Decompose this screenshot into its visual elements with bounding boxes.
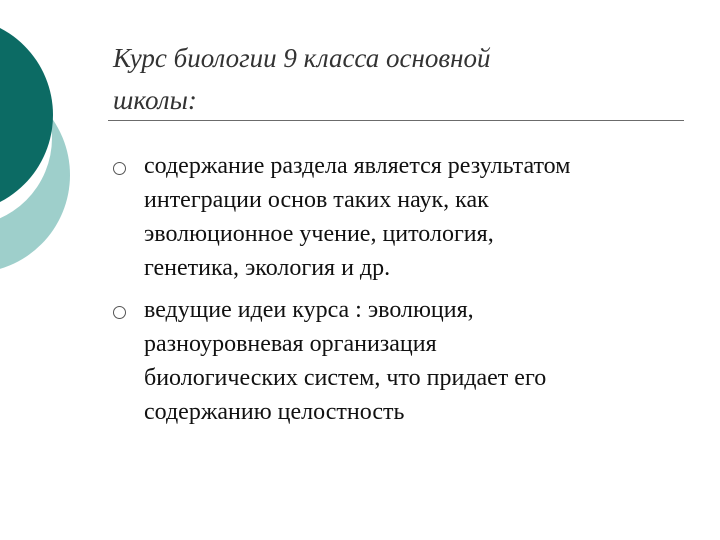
decorative-circles: [0, 0, 120, 300]
slide-title: [113, 37, 653, 121]
title-divider: [108, 120, 684, 121]
bullet-text-line: эволюционное учение, цитология,: [144, 221, 494, 247]
bullet-text-line: ведущие идеи курса : эволюция,: [144, 297, 474, 323]
title-line: Курс биологии 9 класса основной: [113, 43, 491, 73]
bullet-list: [113, 149, 693, 437]
bullet-text-line: содержанию целостность: [144, 399, 405, 425]
bullet-text-line: интеграции основ таких наук, как: [144, 187, 489, 213]
bullet-text-line: содержание раздела является результатом: [144, 153, 571, 179]
hollow-circle-bullet-icon: [113, 162, 126, 175]
title-line: школы:: [113, 85, 197, 115]
bullet-text-line: генетика, экология и др.: [144, 255, 391, 281]
bullet-text-line: биологических систем, что придает его: [144, 365, 547, 391]
hollow-circle-bullet-icon: [113, 306, 126, 319]
bullet-item: [113, 293, 693, 429]
bullet-text-line: разноуровневая организация: [144, 331, 437, 357]
bullet-item: [113, 149, 693, 285]
